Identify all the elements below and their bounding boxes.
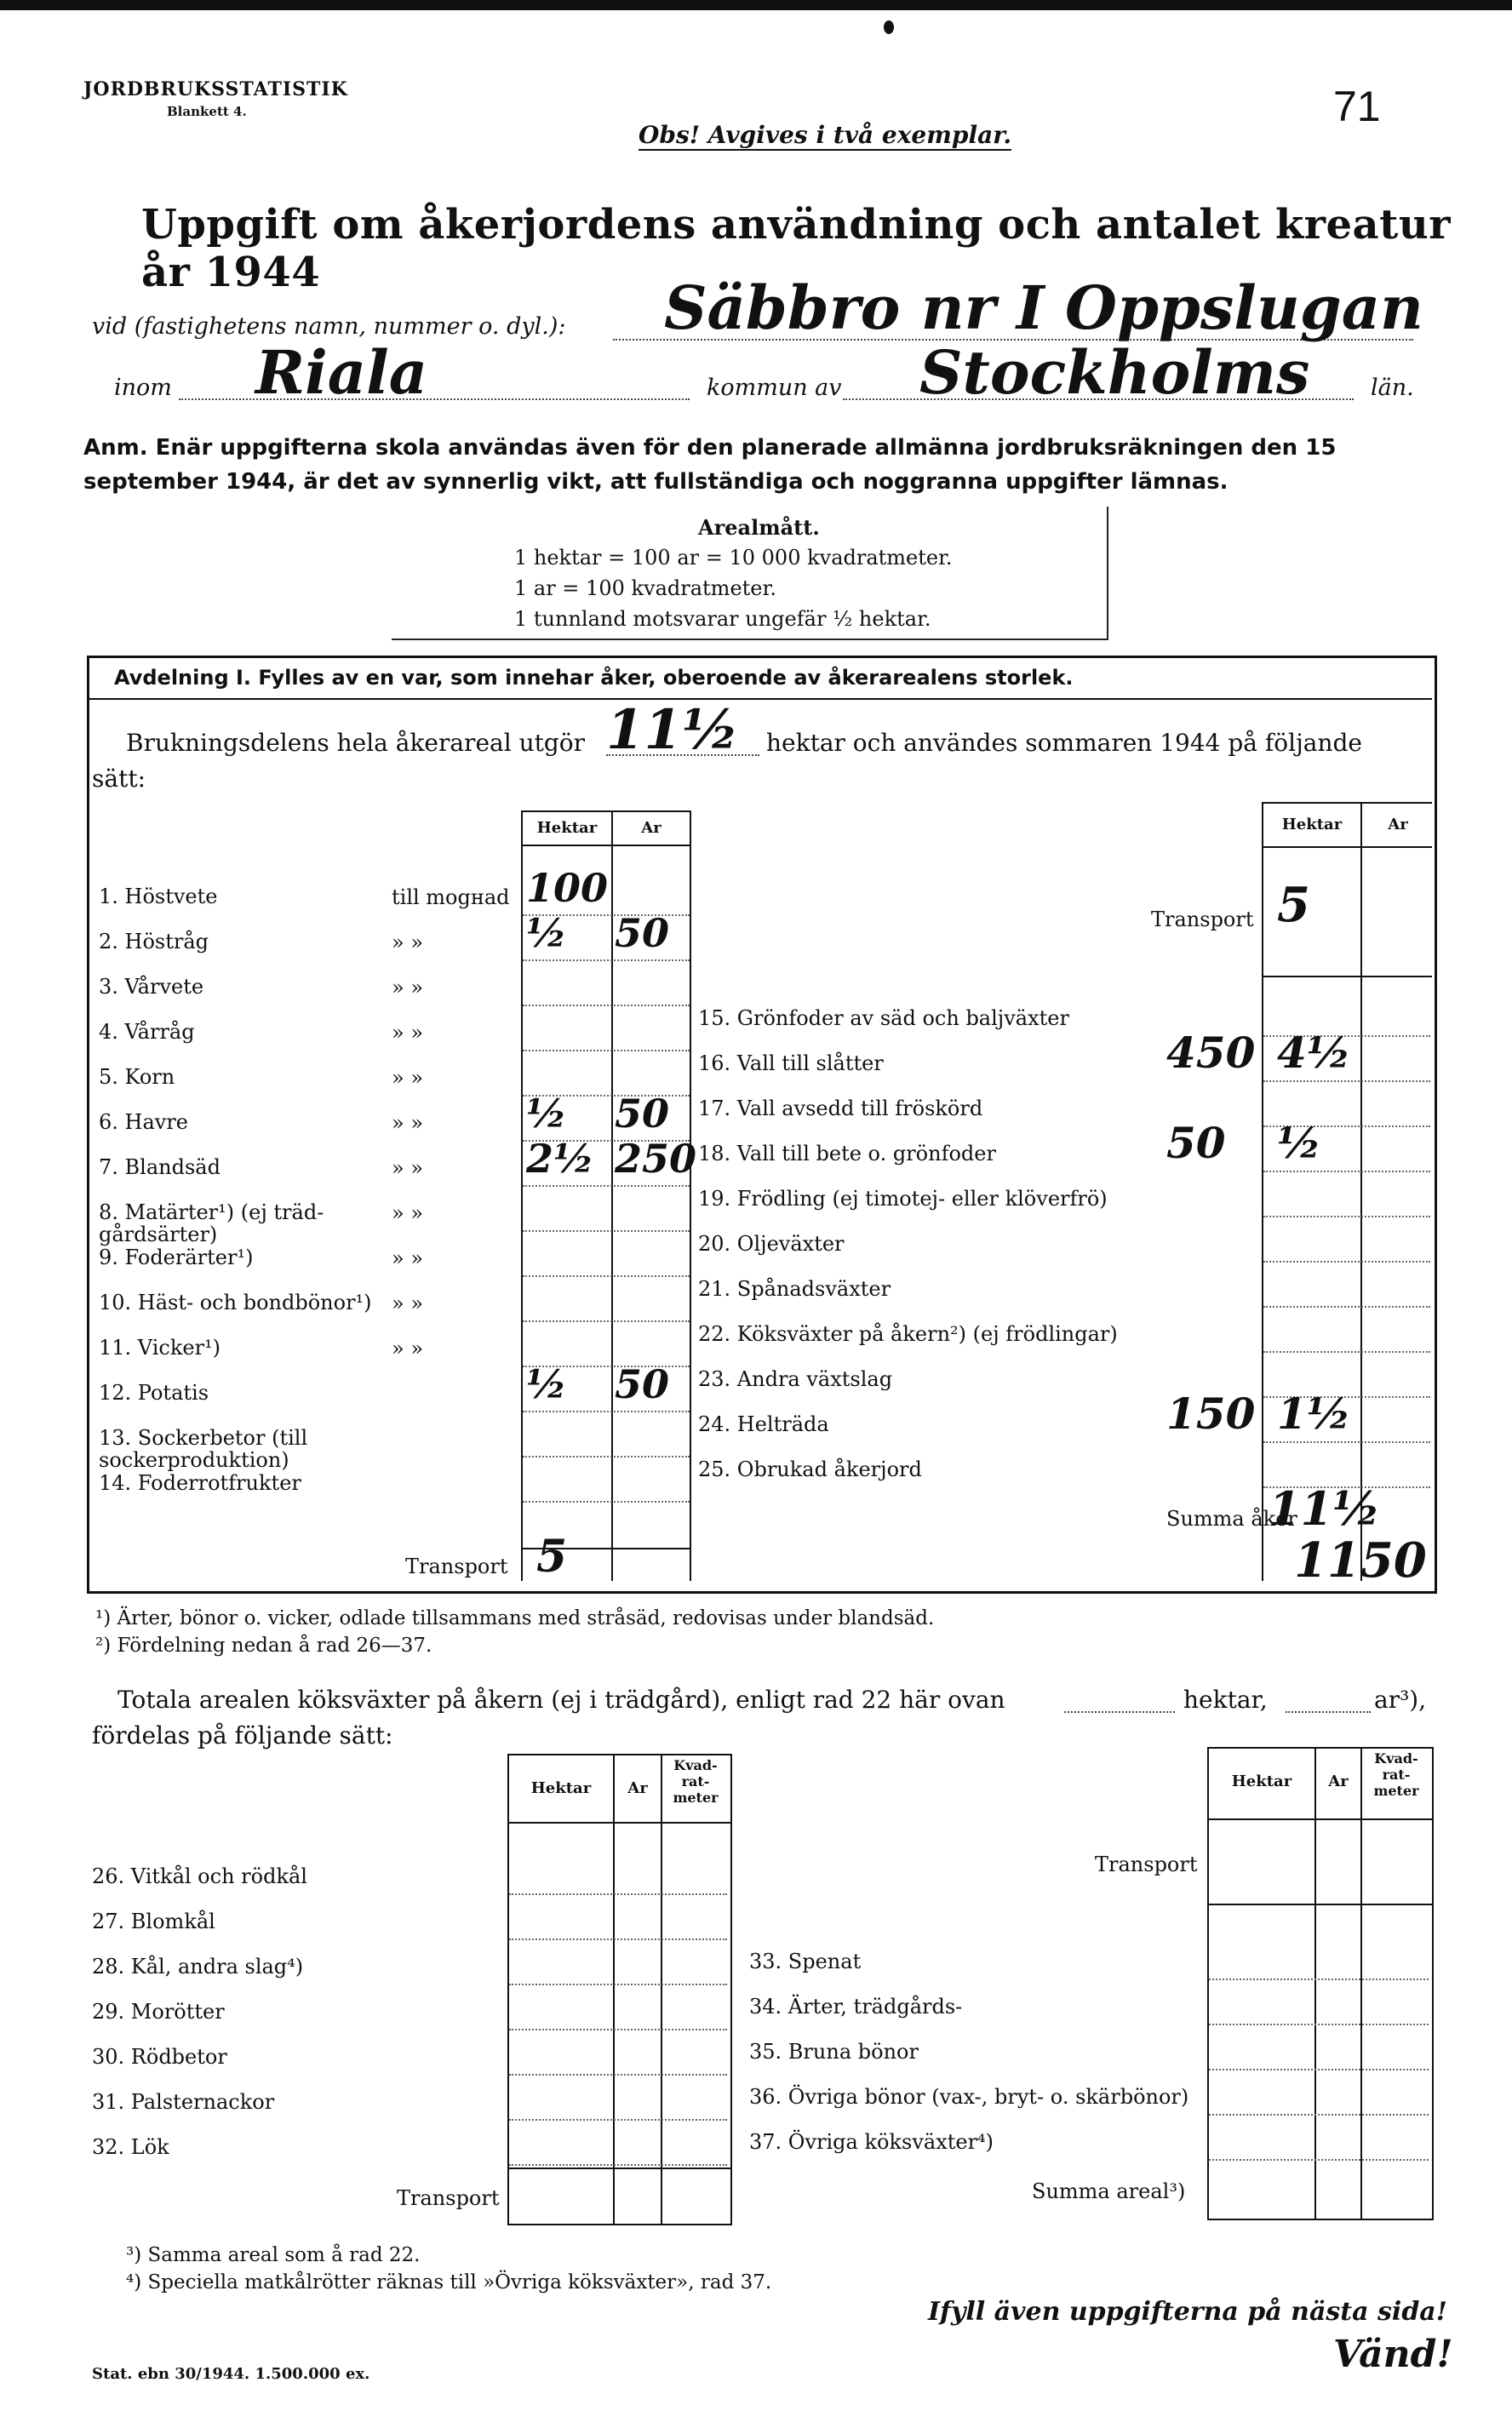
left-row-label: 8. Matärter¹) (ej träd-gårdsärter) <box>99 1200 324 1246</box>
right-row-rule <box>1263 1441 1430 1443</box>
right-transport-value[interactable]: 5 <box>1277 877 1310 933</box>
s2-left-transport: Transport <box>397 2186 500 2210</box>
left-col-hektar: Hektar <box>536 819 598 837</box>
print-info: Stat. ebn 30/1944. 1.500.000 ex. <box>92 2365 370 2383</box>
section-2-hektar-label: hektar, <box>1183 1686 1268 1714</box>
ifyll-note: Ifyll även uppgifterna på nästa sida! <box>928 2297 1447 2327</box>
s2-left-row-rule <box>509 2029 727 2030</box>
section-2-intro-b: fördelas på följande sätt: <box>92 1721 393 1750</box>
s2-left-row-label: 28. Kål, andra slag⁴) <box>92 1955 304 1979</box>
right-row-hektar[interactable]: 450 <box>1166 1028 1256 1078</box>
left-row-label: 11. Vicker¹) <box>99 1336 221 1360</box>
s2-left-col2 <box>613 1754 615 2224</box>
section-2-ar-label: ar³), <box>1374 1686 1427 1714</box>
left-row-extra: » » <box>392 1156 423 1180</box>
right-row-label: 24. Helträda <box>698 1412 829 1436</box>
right-row-label: 20. Oljeväxter <box>698 1232 845 1256</box>
summa-aker-ar[interactable]: 1150 <box>1294 1532 1427 1589</box>
s2-right-row-label: 34. Ärter, trädgårds- <box>749 1995 963 2019</box>
s2-right-col-ar: Ar <box>1328 1772 1349 1790</box>
left-row-extra: » » <box>392 1066 423 1090</box>
right-row-ar[interactable]: 4½ <box>1277 1028 1351 1078</box>
left-row-label: 12. Potatis <box>99 1381 209 1405</box>
right-row-hektar[interactable]: 150 <box>1166 1389 1256 1439</box>
left-row-label: 7. Blandsäd <box>99 1155 220 1179</box>
s2-left-row-rule <box>509 1939 727 1940</box>
left-row-extra: » » <box>392 1337 423 1360</box>
obs-note: Obs! Avgives i två exemplar. <box>639 121 1012 149</box>
left-row-label: 2. Höstråg <box>99 930 209 954</box>
left-row-rule <box>523 1456 690 1457</box>
s2-left-row-label: 29. Morötter <box>92 2000 225 2024</box>
left-table-col2 <box>611 810 613 1581</box>
org-label: JORDBRUKSSTATISTIK <box>83 78 348 100</box>
s2-left-row-label: 30. Rödbetor <box>92 2045 227 2069</box>
kommun-value[interactable]: Stockholms <box>919 337 1310 408</box>
right-col-hektar: Hektar <box>1281 816 1343 833</box>
summa-aker-hektar[interactable]: 11½ <box>1269 1481 1381 1536</box>
arealmatt-line3: 1 tunnland motsvarar ungefär ½ hektar. <box>514 607 931 631</box>
s2-left-row-rule <box>509 2074 727 2076</box>
right-row-rule <box>1263 1171 1430 1172</box>
left-row-rule <box>523 1050 690 1051</box>
s2-left-col-ar: Ar <box>627 1779 648 1797</box>
arealmatt-line2: 1 ar = 100 kvadratmeter. <box>514 576 776 600</box>
s2-right-head-rule <box>1207 1818 1432 1820</box>
section-1-intro-a: Brukningsdelens hela åkerareal utgör <box>126 729 586 757</box>
right-row-rule <box>1263 1216 1430 1217</box>
left-row-extra: » » <box>392 1111 423 1135</box>
left-row-rule <box>523 1005 690 1006</box>
s2-right-row-label: 33. Spenat <box>749 1950 862 1973</box>
right-table-col1 <box>1262 802 1263 1581</box>
left-row-extra: » » <box>392 931 423 954</box>
s2-right-row-label: 35. Bruna bönor <box>749 2040 919 2064</box>
left-row-extra: » » <box>392 1021 423 1045</box>
left-table-col1 <box>521 810 523 1581</box>
s2-left-head-rule <box>507 1822 730 1824</box>
left-row-rule <box>523 1501 690 1503</box>
s2-left-col-hektar: Hektar <box>530 1779 592 1797</box>
right-row-label: 19. Frödling (ej timotej- eller klöverfrö) <box>698 1187 1108 1211</box>
right-col-ar: Ar <box>1388 816 1408 833</box>
anm-note: Anm. Enär uppgifterna skola användas även för den planerade allmänna jordbruksräkningen den 15 september 1944, är det av synnerlig vikt, att fullständiga och noggranna uppgifter lämnas. <box>83 435 1337 495</box>
right-transport-rule <box>1262 976 1432 977</box>
left-row-extra: » » <box>392 1291 423 1315</box>
s2-left-row-label: 31. Palsternackor <box>92 2090 275 2114</box>
vand-note: Vänd! <box>1333 2333 1453 2376</box>
right-row-hektar[interactable]: 50 <box>1166 1118 1226 1168</box>
right-row-ar[interactable]: 1½ <box>1277 1389 1351 1439</box>
s2-left-row-rule <box>509 1893 727 1895</box>
punch-mark <box>884 20 894 34</box>
form-label: Blankett 4. <box>167 104 247 119</box>
s2-right-col-hektar: Hektar <box>1231 1772 1292 1790</box>
left-row-rule <box>523 1185 690 1187</box>
s2-right-col-kvm: Kvad-rat-meter <box>1373 1750 1419 1799</box>
left-row-ar[interactable]: 50 <box>615 910 670 956</box>
s2-right-row-rule <box>1209 1979 1429 1980</box>
right-row-label: 18. Vall till bete o. grönfoder <box>698 1142 996 1165</box>
s2-left-col-kvm: Kvad-rat-meter <box>673 1757 719 1806</box>
left-table-col3 <box>690 810 691 1581</box>
left-row-extra: till mogнad <box>392 885 510 909</box>
right-transport-label: Transport <box>1151 908 1254 931</box>
s2-right-row-label: 36. Övriga bönor (vax-, bryt- o. skärbönor) <box>749 2085 1189 2109</box>
left-row-label: 1. Höstvete <box>99 885 218 908</box>
right-row-label: 15. Grönfoder av säd och baljväxter <box>698 1006 1069 1030</box>
left-row-hektar[interactable]: ½ <box>526 910 567 956</box>
section-2-intro-a: Totala arealen köksväxter på åkern (ej i trädgård), enligt rad 22 här ovan <box>117 1686 1005 1714</box>
right-table-head-rule <box>1262 846 1432 848</box>
left-row-label: 9. Foderärter¹) <box>99 1246 254 1269</box>
footnote-1: ¹) Ärter, bönor o. vicker, odlade tillsammans med stråsäd, redovisas under blandsäd. <box>95 1607 935 1629</box>
inom-label: inom <box>114 375 172 401</box>
s2-left-row-rule <box>509 1984 727 1985</box>
left-row-rule <box>523 959 690 961</box>
left-table-top <box>521 810 691 812</box>
left-row-label: 3. Vårvete <box>99 975 204 999</box>
right-row-ar[interactable]: ½ <box>1277 1118 1322 1168</box>
left-row-rule <box>523 1230 690 1232</box>
s2-right-transport: Transport <box>1095 1853 1198 1876</box>
kommun-label: kommun av <box>707 375 842 401</box>
left-row-ar[interactable]: 250 <box>615 1136 697 1182</box>
left-row-rule <box>523 1275 690 1277</box>
left-transport-value[interactable]: 5 <box>536 1531 568 1583</box>
footnote-2: ²) Fördelning nedan å rad 26—37. <box>95 1635 432 1657</box>
left-row-hektar[interactable]: 100 <box>526 865 609 911</box>
left-transport-label: Transport <box>405 1555 508 1578</box>
right-row-rule <box>1263 1080 1430 1082</box>
right-row-label: 21. Spånadsväxter <box>698 1277 891 1301</box>
left-row-extra: » » <box>392 1246 423 1270</box>
s2-left-col3 <box>661 1754 662 2224</box>
section-2-ar-line <box>1286 1711 1371 1713</box>
left-row-label: 14. Foderrotfrukter <box>99 1471 301 1495</box>
footnote-4: ⁴) Speciella matkålrötter räknas till »Övriga köksväxter», rad 37. <box>126 2271 772 2294</box>
right-row-rule <box>1263 1261 1430 1263</box>
arealmatt-title: Arealmått. <box>698 515 820 540</box>
right-row-rule <box>1263 1351 1430 1353</box>
right-table-top <box>1262 802 1432 804</box>
arealmatt-box <box>392 507 1108 640</box>
arealmatt-line1: 1 hektar = 100 ar = 10 000 kvadratmeter. <box>514 546 953 570</box>
section-1-rule <box>87 698 1432 700</box>
left-row-label: 5. Korn <box>99 1065 175 1089</box>
left-row-extra: » » <box>392 976 423 999</box>
left-row-extra: » » <box>392 1201 423 1225</box>
form-title: Uppgift om åkerjordens användning och antalet kreatur år 1944 <box>141 201 1452 296</box>
top-border <box>0 0 1512 10</box>
s2-left-row-rule <box>509 2119 727 2121</box>
left-row-rule <box>523 1411 690 1412</box>
left-row-label: 6. Havre <box>99 1110 188 1134</box>
right-row-rule <box>1263 1306 1430 1308</box>
s2-right-row-label: 37. Övriga köksväxter⁴) <box>749 2130 994 2154</box>
s2-right-transport-rule <box>1207 1904 1432 1905</box>
footnote-3: ³) Samma areal som å rad 22. <box>126 2244 421 2266</box>
s2-right-row-rule <box>1209 2069 1429 2070</box>
section-1-title: Avdelning I. Fylles av en var, som innehar åker, oberoende av åkerarealens storlek. <box>114 666 1074 690</box>
left-row-ar[interactable]: 50 <box>615 1361 670 1407</box>
left-row-rule <box>523 1320 690 1322</box>
left-row-label: 13. Sockerbetor (till sockerproduktion) <box>99 1426 308 1472</box>
left-table-head-rule <box>521 845 691 846</box>
inom-value[interactable]: Riala <box>255 337 428 408</box>
s2-left-row-label: 27. Blomkål <box>92 1910 215 1933</box>
s2-left-row-rule <box>509 2164 727 2166</box>
s2-right-row-rule <box>1209 2114 1429 2116</box>
right-row-label: 22. Köksväxter på åkern²) (ej frödlingar) <box>698 1322 1118 1346</box>
s2-right-row-rule <box>1209 2024 1429 2025</box>
left-row-label: 10. Häst- och bondbönor¹) <box>99 1291 372 1314</box>
summa-aker-label: Summa åker <box>1166 1507 1297 1531</box>
left-row-ar[interactable]: 50 <box>615 1091 670 1137</box>
right-row-label: 17. Vall avsedd till fröskörd <box>698 1097 983 1120</box>
right-row-label: 25. Obrukad åkerjord <box>698 1457 922 1481</box>
vid-label: vid (fastighetens namn, nummer o. dyl.): <box>92 313 566 340</box>
right-row-label: 23. Andra växtslag <box>698 1367 893 1391</box>
section-1-intro-c: sätt: <box>92 765 146 793</box>
vid-value[interactable]: Säbbro nr I Oppslugan <box>664 272 1423 343</box>
s2-left-row-label: 32. Lök <box>92 2135 169 2159</box>
s2-left-row-label: 26. Vitkål och rödkål <box>92 1864 307 1888</box>
left-row-label: 4. Vårråg <box>99 1020 195 1044</box>
left-row-hektar[interactable]: ½ <box>526 1091 567 1137</box>
s2-summa-areal: Summa areal³) <box>1032 2179 1186 2203</box>
s2-right-row-rule <box>1209 2159 1429 2161</box>
right-table-col2 <box>1360 802 1362 1581</box>
lan-label: län. <box>1371 375 1414 401</box>
left-row-hektar[interactable]: ½ <box>526 1361 567 1407</box>
section-1-intro-b: hektar och användes sommaren 1944 på följande <box>766 729 1362 757</box>
s2-left-table <box>507 1754 732 2225</box>
section-2-hektar-line <box>1064 1711 1175 1713</box>
left-col-ar: Ar <box>641 819 662 837</box>
right-row-label: 16. Vall till slåtter <box>698 1051 884 1075</box>
section-1-intro-value[interactable]: 11½ <box>606 698 739 762</box>
s2-left-transport-rule <box>507 2168 730 2169</box>
page-number: 71 <box>1333 83 1381 130</box>
left-row-hektar[interactable]: 2½ <box>526 1136 594 1182</box>
